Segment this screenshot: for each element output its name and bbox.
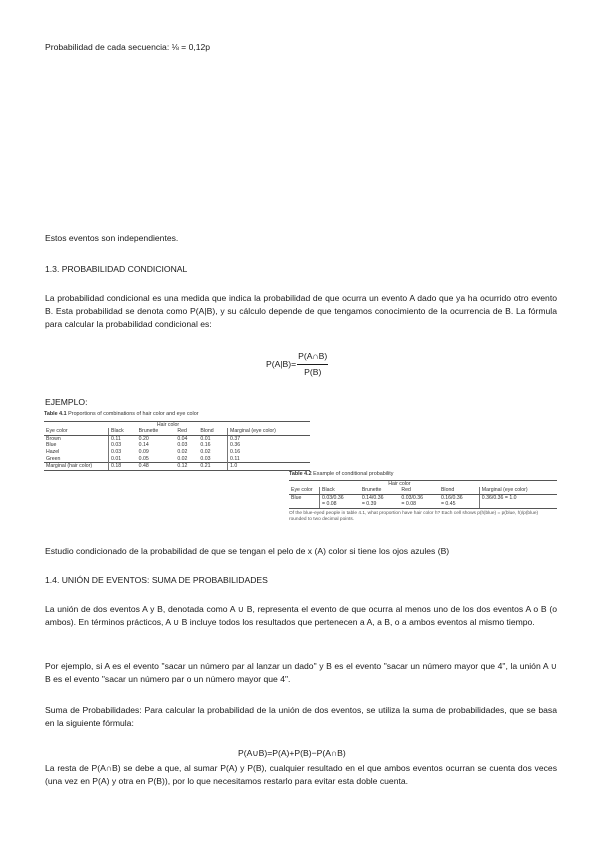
table-cell: Marginal (hair color) [44, 463, 109, 471]
table-4-2-col-header: Red [399, 487, 439, 494]
table-cell: 1.0 [228, 463, 310, 471]
table-cell: Blue [46, 442, 57, 449]
cell-fraction: 0.14/0.36 [361, 494, 384, 501]
cell-result: = 0.08 [322, 501, 337, 508]
table-cell [360, 494, 400, 508]
table-cell: 0.01 [109, 456, 137, 463]
table-cell: 0.14 [138, 442, 149, 449]
table-4-2-caption [289, 471, 557, 478]
table-cell: 0.11 [228, 456, 310, 463]
cell-result: = 0.45 [440, 501, 456, 508]
table-cell: 0.16 [200, 442, 211, 449]
table-cell: 0.02 [200, 448, 211, 455]
table-4-2-group-header: Hair color [320, 480, 480, 487]
cell-result: = 0.08 [401, 501, 416, 508]
conditional-probability-text: La probabilidad condicional es una medida que indica la probabilidad de que ocurra un evento A dado que ya ha ocurrido otro evento B. Esta probabilidad se denota como P(A|B), y su cálculo depende de que tengamos conocimiento de la ocurrencia de B. La fórmula para calcular la probabilidad condicional es: [45, 293, 557, 329]
table-cell: Hazel [46, 448, 60, 455]
table-4-1-col-header: Eye color [44, 428, 109, 435]
union-formula: P(A∪B)=P(A)+P(B)−P(A∩B) [238, 748, 346, 758]
table-4-1-col-header: Black [109, 428, 137, 435]
union-text: La unión de dos eventos A y B, denotada como A ∪ B, representa el evento de que ocurra al menos uno de los dos eventos A o B (o ambos). En términos prácticos, A ∪ B incluye todos los resultados que pertenecen a A, a B, o a ambos eventos al mismo tiempo. [45, 604, 557, 627]
table-row [44, 435, 310, 442]
example-label: EJEMPLO: [45, 397, 88, 407]
table-4-2-col-header: Black [320, 487, 360, 494]
table-cell: Brown [46, 435, 61, 442]
cell-fraction: 0.16/0.36 [440, 494, 463, 501]
formula-fraction [297, 350, 328, 379]
table-row [44, 449, 310, 456]
table-cell: 0.12 [175, 463, 198, 471]
table-cell: Green [46, 455, 61, 462]
table-4-1-caption-text: Proportions of combinations of hair color and eye color [68, 411, 199, 417]
table-cell: 0.03 [109, 449, 137, 456]
subtraction-text: La resta de P(A∩B) se debe a que, al sumar P(A) y P(B), cualquier resultado en el que ambos eventos ocurran se cuenta dos veces (una vez en P(A) y otra en P(B)), por lo que necesitamos restarlo para evitar esta doble cuenta. [45, 763, 557, 786]
table-cell: 0.21 [198, 463, 227, 471]
table-cell: 0.03 [177, 442, 188, 449]
table-4-2-col-header: Eye color [289, 487, 320, 494]
table-row [44, 456, 310, 463]
table-4-1-caption [44, 411, 310, 418]
cell-result: = 0.39 [361, 501, 377, 508]
formula-numerator: P(A∩B) [297, 350, 328, 365]
table-cell: 0.16 [228, 449, 310, 456]
table-4-1-group-header: Hair color [109, 421, 228, 428]
table-cell: 0.02 [177, 448, 188, 455]
independent-events-line: Estos eventos son independientes. [45, 233, 179, 243]
cell-fraction: 0.03/0.36 [401, 494, 424, 501]
table-4-1-col-header: Brunette [137, 428, 176, 435]
table-cell: 0.03 [109, 442, 137, 449]
table-cell: 0.09 [138, 448, 149, 455]
table-cell: 0.11 [109, 435, 137, 442]
sum-probabilities-paragraph [45, 704, 557, 730]
union-paragraph [45, 603, 557, 629]
table-cell: 0.05 [138, 455, 149, 462]
table-cell [399, 494, 439, 508]
cell-fraction: 0.03/0.36 [322, 494, 344, 501]
table-cell: 0.02 [177, 455, 188, 462]
table-cell: 0.48 [137, 463, 176, 471]
table-cell: 0.03 [200, 455, 211, 462]
table-cell [439, 494, 479, 508]
table-cell: Blue [289, 494, 320, 508]
union-example-text: Por ejemplo, si A es el evento "sacar un número par al lanzar un dado" y B es el evento "sacar un número mayor que 4", la unión A ∪ B es el evento "sacar un número par o un número mayor que 4". [45, 661, 557, 684]
table-4-1-figure [44, 411, 310, 471]
section-heading-1-4: 1.4. UNIÓN DE EVENTOS: SUMA DE PROBABILIDADES [45, 575, 268, 585]
table-cell: 0.37 [228, 435, 310, 442]
table-4-2-caption-text: Example of conditional probability [313, 471, 394, 477]
conditional-study-line: Estudio condicionado de la probabilidad de que se tengan el pelo de x (A) color si tiene los ojos azules (B) [45, 546, 450, 556]
table-4-1-marginal-row [44, 463, 310, 471]
sequence-probability-line: Probabilidad de cada secuencia: ⅛ = 0,12p [45, 42, 211, 52]
formula-denominator: P(B) [304, 367, 322, 377]
table-cell: 0.36/0.36 = 1.0 [479, 494, 557, 508]
table-row [44, 442, 310, 449]
table-4-1-caption-number: Table 4.1 [44, 411, 67, 417]
table-4-2-col-header: Marginal (eye color) [479, 487, 557, 494]
table-4-2-col-header: Blond [439, 487, 479, 494]
table-4-2-caption-number: Table 4.2 [289, 471, 312, 477]
table-cell: 0.01 [200, 435, 211, 442]
formula-lhs: P(A|B)= [266, 359, 297, 369]
table-4-1-col-header: Marginal (eye color) [228, 428, 310, 435]
table-cell: 0.20 [138, 435, 149, 442]
table-4-1 [44, 421, 310, 471]
table-cell: 0.04 [177, 435, 188, 442]
table-row [289, 494, 557, 508]
table-4-1-col-header: Blond [198, 428, 227, 435]
conditional-probability-paragraph [45, 292, 557, 331]
table-4-1-col-header: Red [175, 428, 198, 435]
conditional-probability-formula [266, 350, 328, 379]
table-cell: 0.36 [228, 442, 310, 449]
subtraction-paragraph [45, 762, 557, 788]
table-cell [320, 494, 360, 508]
table-4-2-col-header: Brunette [360, 487, 400, 494]
section-heading-1-3: 1.3. PROBABILIDAD CONDICIONAL [45, 264, 188, 274]
sum-probabilities-text: Suma de Probabilidades: Para calcular la probabilidad de la unión de dos eventos, se utiliza la suma de probabilidades, que se basa en la siguiente fórmula: [45, 705, 557, 728]
table-4-2-footnote: Of the blue-eyed people in table 4.1, what proportion have hair color h? Each cell shows p(h|blue) = p(blue, h)/p(blue) rounded to two decimal points. [289, 510, 539, 522]
table-cell: 0.18 [109, 463, 137, 471]
table-4-2-figure [289, 471, 557, 523]
table-4-2 [289, 480, 557, 509]
union-example-paragraph [45, 660, 557, 686]
